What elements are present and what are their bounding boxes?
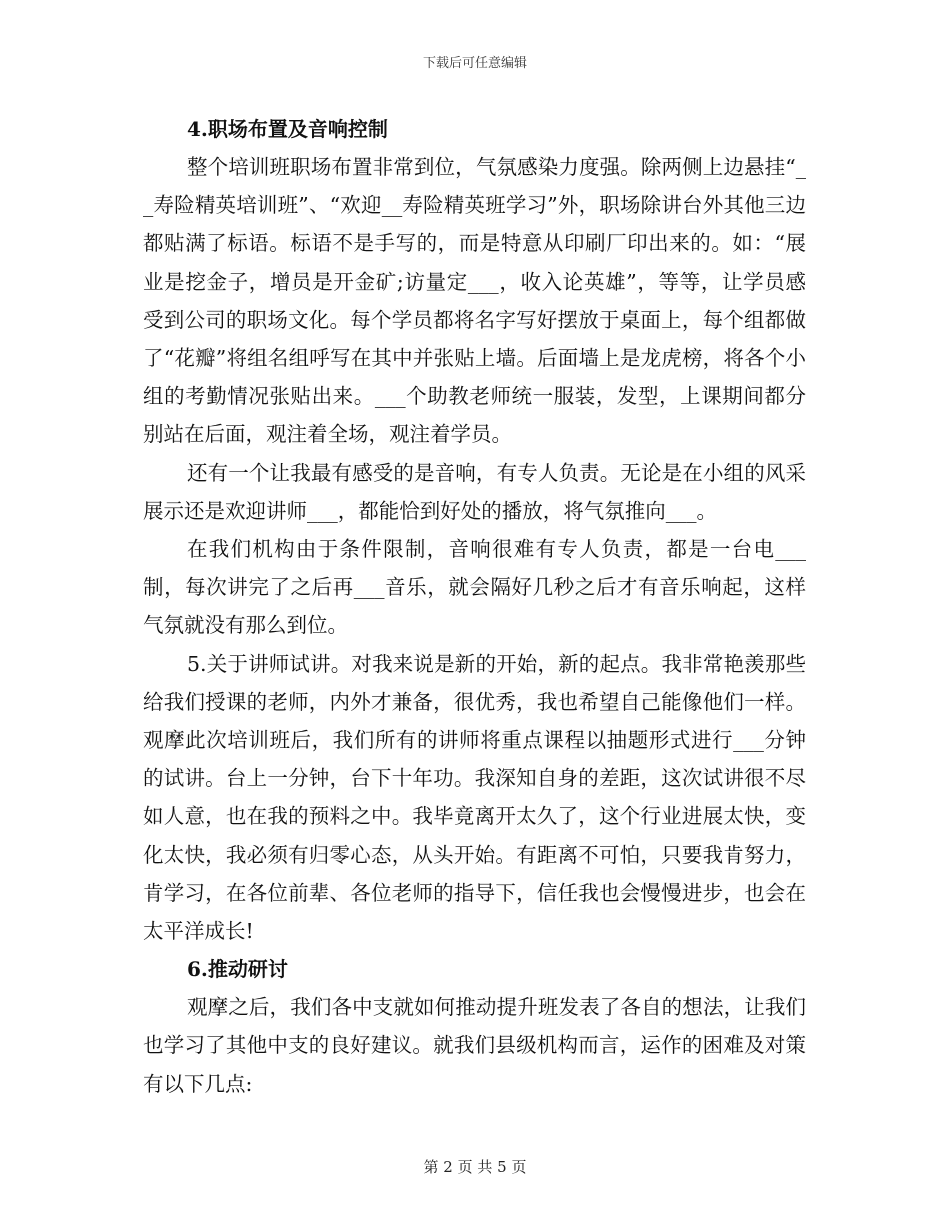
paragraph-venue-layout: 整个培训班职场布置非常到位，气氛感染力度强。除两侧上边悬挂“__寿险精英培训班”、“欢迎__寿险精英班学习”外，职场除讲台外其他三边都贴满了标语。标语不是手写的，而是特意从印刷厂印出来的。如：“展业是挖金子，增员是开金矿;访量定___，收入论英雄”，等等，让学员感受到公司的职场文化。每个学员都将名字写好摆放于桌面上，每个组都做了“花瓣”将组名组呼写在其中并张贴上墙。后面墙上是龙虎榜，将各个小组的考勤情况张贴出来。___个助教老师统一服装，发型，上课期间都分别站在后面，观注着全场，观注着学员。	[143, 155, 806, 447]
paragraph-discussion: 观摩之后，我们各中支就如何推动提升班发表了各自的想法，让我们也学习了其他中支的良好建议。就我们县级机构而言，运作的困难及对策有以下几点:	[143, 995, 806, 1096]
page-number: 第 2 页 共 5 页	[423, 1158, 527, 1176]
document-body	[143, 110, 806, 1103]
paragraph-audio: 还有一个让我最有感受的是音响，有专人负责。无论是在小组的风采展示还是欢迎讲师___，都能恰到好处的播放，将气氛推向___。	[143, 460, 806, 523]
paragraph-own-institution: 在我们机构由于条件限制，音响很难有专人负责，都是一台电___制，每次讲完了之后再___音乐，就会隔好几秒之后才有音乐响起，这样气氛就没有那么到位。	[143, 537, 806, 638]
section-heading-4: 4.职场布置及音响控制	[187, 117, 388, 141]
paragraph-trial-lecture: 5.关于讲师试讲。对我来说是新的开始，新的起点。我非常艳羡那些给我们授课的老师，内外才兼备，很优秀，我也希望自己能像他们一样。观摩此次培训班后，我们所有的讲师将重点课程以抽题形式进行___分钟的试讲。台上一分钟，台下十年功。我深知自身的差距，这次试讲很不尽如人意，也在我的预料之中。我毕竟离开太久了，这个行业进展太快，变化太快，我必须有归零心态，从头开始。有距离不可怕，只要我肯努力，肯学习，在各位前辈、各位老师的指导下，信任我也会慢慢进步，也会在太平洋成长!	[143, 651, 806, 944]
section-heading-6: 6.推动研讨	[187, 957, 288, 982]
page-header: 下载后可任意编辑	[422, 56, 527, 71]
